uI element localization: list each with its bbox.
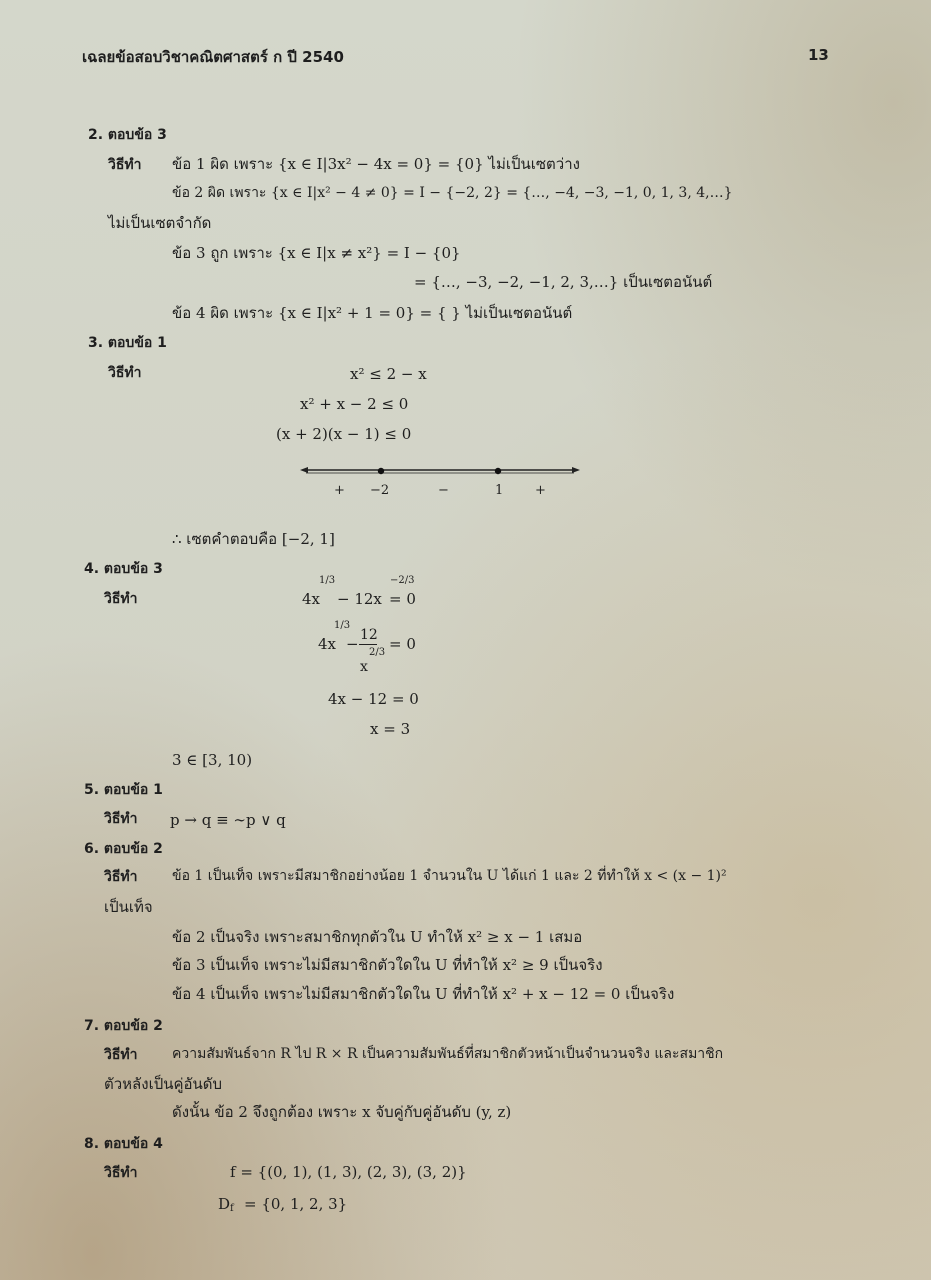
q7-line-1-cont: ตัวหลังเป็นคู่อันดับ bbox=[104, 1075, 223, 1093]
q3-eq-2: x² + x − 2 ≤ 0 bbox=[300, 395, 409, 413]
q4-eq-3: 4x − 12 = 0 bbox=[328, 690, 419, 708]
q2-line-4: ข้อ 4 ผิด เพราะ {x ∈ I|x² + 1 = 0} = { } ไม่เป็นเซตอนันต์ bbox=[172, 304, 573, 322]
q4-method-label: วิธีทำ bbox=[104, 591, 138, 607]
point-1 bbox=[495, 468, 501, 474]
q8-answer: 8. ตอบข้อ 4 bbox=[84, 1136, 163, 1152]
q6-line-1: ข้อ 1 เป็นเท็จ เพราะมีสมาชิกอย่างน้อย 1 จำนวนใน U ได้แก่ 1 และ 2 ที่ทำให้ x < (x − 1)² bbox=[172, 868, 727, 884]
point-minus-2 bbox=[378, 468, 384, 474]
q3-method-label: วิธีทำ bbox=[108, 365, 142, 381]
q3-eq-3: (x + 2)(x − 1) ≤ 0 bbox=[276, 425, 412, 443]
q7-line-1: ความสัมพันธ์จาก R ไป R × R เป็นความสัมพันธ์ที่สมาชิกตัวหน้าเป็นจำนวนจริง และสมาชิก bbox=[172, 1046, 724, 1062]
q4-answer: 4. ตอบข้อ 3 bbox=[84, 561, 163, 577]
page: เฉลยข้อสอบวิชาคณิตศาสตร์ ก ปี 2540 13 2. ตอบข้อ 3 วิธีทำ ข้อ 1 ผิด เพราะ {x ∈ I|3x² − 4x = 0} = {0} ไม่เป็นเซตว่าง ข้อ 2 ผิด เพราะ {x ∈ I|x² − 4 ≠ 0} = I − {−2, 2} = {…, −4, −3, −1, 0, 1, 3, 4,…} ไม่เป็นเซตจำกัด ข้อ 3 ถูก เพราะ {x ∈ I|x ≠ x²} = I − {0} = {…, −3, −2, −1, 2, 3,…} เป็นเซตอนันต์ ข้อ 4 ผิด เพราะ {x ∈ I|x² + 1 = 0} = { } ไม่เป็นเซตอนันต์ 3. ตอบข้อ 1 วิธีทำ x² ≤ 2 − x x² + x − 2 ≤ 0 (x + 2)(x − 1) ≤ 0 + −2 − 1 + ∴ เซตคำตอบคือ [−2, 1] 4. ตอบข้อ 3 วิธีทำ 4x 1/3 − 12x −2/3 = 0 4x 1/3 − 12 x 2/3 = 0 4x − 12 = 0 x = 3 3 ∈ [3, 10) 5. ตอบข้อ 1 วิธีทำ p → q ≡ ∼p ∨ q 6. ตอบข้อ 2 วิธีทำ ข้อ 1 เป็นเท็จ เพราะมีสมาชิกอย่างน้อย 1 จำนวนใน U ได้แก่ 1 และ 2 ที่ทำให้ x < (x − 1)² เป็นเท็จ ข้อ 2 เป็นจริง เพราะสมาชิกทุกตัวใน U ทำให้ x² ≥ x − 1 เสมอ ข้อ 3 เป็นเท็จ เพราะไม่มีสมาชิกตัวใดใน U ที่ทำให้ x² ≥ 9 เป็นจริง ข้อ 4 เป็นเท็จ เพราะไม่มีสมาชิกตัวใดใน U ที่ทำให้ x² + x − 12 = 0 เป็นจริง 7. ตอบข้อ 2 วิธีทำ ความสัมพันธ์จาก R ไป R × R เป็นความสัมพันธ์ที่สมาชิกตัวหน้าเป็นจำนวนจริง และสมาชิก ตัวหลังเป็นคู่อันดับ ดังนั้น ข้อ 2 จึงถูกต้อง เพราะ x จับคู่กับคู่อันดับ (y, z) 8. ตอบข้อ 4 วิธีทำ f = {(0, 1), (1, 3), (2, 3), (3, 2)} D f = {0, 1, 2, 3} bbox=[0, 0, 931, 1280]
label-1: 1 bbox=[495, 483, 504, 498]
q6-line-4: ข้อ 4 เป็นเท็จ เพราะไม่มีสมาชิกตัวใดใน U ที่ทำให้ x² + x − 12 = 0 เป็นจริง bbox=[172, 985, 675, 1003]
q4-eq-4: x = 3 bbox=[370, 720, 411, 738]
q2-line-2: ข้อ 2 ผิด เพราะ {x ∈ I|x² − 4 ≠ 0} = I − {−2, 2} = {…, −4, −3, −1, 0, 1, 3, 4,…} bbox=[172, 185, 733, 201]
q2-line-3: ข้อ 3 ถูก เพราะ {x ∈ I|x ≠ x²} = I − {0} bbox=[172, 244, 461, 262]
q7-method-label: วิธีทำ bbox=[104, 1047, 138, 1063]
q6-line-2: ข้อ 2 เป็นจริง เพราะสมาชิกทุกตัวใน U ทำให้ x² ≥ x − 1 เสมอ bbox=[172, 928, 583, 946]
q7-answer: 7. ตอบข้อ 2 bbox=[84, 1018, 163, 1034]
q5-method-label: วิธีทำ bbox=[104, 811, 138, 827]
fraction-bar bbox=[359, 644, 377, 645]
page-number: 13 bbox=[808, 46, 829, 64]
running-header-title: เฉลยข้อสอบวิชาคณิตศาสตร์ ก ปี 2540 bbox=[82, 48, 344, 66]
number-line bbox=[300, 462, 580, 482]
q8-line-1: f = {(0, 1), (1, 3), (2, 3), (3, 2)} bbox=[230, 1163, 467, 1181]
sign-minus-middle: − bbox=[438, 483, 449, 498]
q7-line-2: ดังนั้น ข้อ 2 จึงถูกต้อง เพราะ x จับคู่กับคู่อันดับ (y, z) bbox=[172, 1103, 512, 1121]
q2-method-label: วิธีทำ bbox=[108, 157, 142, 173]
sign-plus-right: + bbox=[535, 483, 546, 498]
q6-line-1-cont: เป็นเท็จ bbox=[104, 898, 153, 916]
q3-result: ∴ เซตคำตอบคือ [−2, 1] bbox=[172, 530, 335, 548]
q3-answer: 3. ตอบข้อ 1 bbox=[88, 335, 167, 351]
sign-plus-left: + bbox=[334, 483, 345, 498]
q3-eq-1: x² ≤ 2 − x bbox=[350, 365, 427, 383]
q2-line-2-cont: ไม่เป็นเซตจำกัด bbox=[108, 214, 212, 232]
q2-line-1: ข้อ 1 ผิด เพราะ {x ∈ I|3x² − 4x = 0} = {0} ไม่เป็นเซตว่าง bbox=[172, 155, 580, 173]
q2-answer: 2. ตอบข้อ 3 bbox=[88, 127, 167, 143]
q6-method-label: วิธีทำ bbox=[104, 869, 138, 885]
q8-method-label: วิธีทำ bbox=[104, 1165, 138, 1181]
q4-result: 3 ∈ [3, 10) bbox=[172, 751, 253, 769]
q5-answer: 5. ตอบข้อ 1 bbox=[84, 782, 163, 798]
q5-line-1: p → q ≡ ∼p ∨ q bbox=[170, 811, 286, 829]
q2-line-3-cont: = {…, −3, −2, −1, 2, 3,…} เป็นเซตอนันต์ bbox=[414, 273, 713, 291]
q6-line-3: ข้อ 3 เป็นเท็จ เพราะไม่มีสมาชิกตัวใดใน U ที่ทำให้ x² ≥ 9 เป็นจริง bbox=[172, 956, 603, 974]
q6-answer: 6. ตอบข้อ 2 bbox=[84, 841, 163, 857]
label-minus-2: −2 bbox=[370, 483, 390, 498]
